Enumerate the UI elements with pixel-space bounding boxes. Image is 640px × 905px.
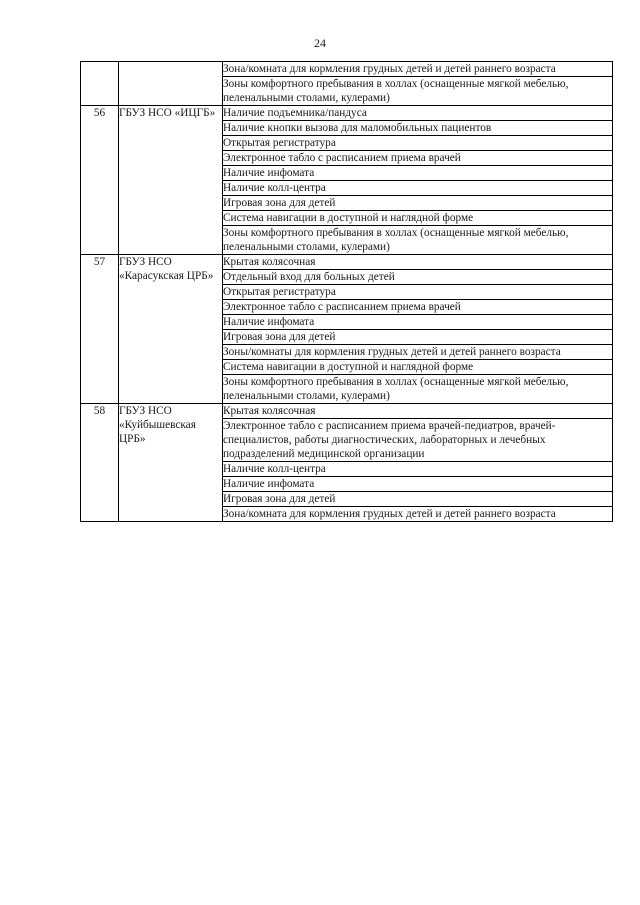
facility-item-cell (223, 106, 613, 121)
facility-item-text: Наличие инфомата (223, 167, 315, 179)
organization-name: ГБУЗ НСО «Куйбышевская ЦРБ» (119, 404, 223, 522)
facility-item-text: Электронное табло с расписанием приема врачей (223, 152, 461, 164)
facility-item-cell (223, 211, 613, 226)
facility-item-cell (223, 330, 613, 345)
table-body (81, 62, 613, 522)
facility-item-cell (223, 492, 613, 507)
table-row (81, 62, 613, 77)
facility-item-cell (223, 375, 613, 404)
facility-item-text: Наличие инфомата (223, 478, 315, 490)
page-number: 24 (314, 36, 326, 50)
facility-item-cell (223, 77, 613, 106)
facility-item-text: Система навигации в доступной и наглядной форме (223, 361, 474, 373)
facility-item-cell (223, 196, 613, 211)
facility-item-text: Зоны комфортного пребывания в холлах (оснащенные мягкой мебелью, пеленальными столами, кулерами) (223, 376, 569, 402)
organization-name: ГБУЗ НСО «ИЦГБ» (119, 106, 223, 255)
facility-item-text: Крытая колясочная (223, 256, 316, 268)
facility-item-cell (223, 62, 613, 77)
facility-item-cell (223, 462, 613, 477)
facility-item-text: Наличие инфомата (223, 316, 315, 328)
facility-item-cell (223, 255, 613, 270)
facility-item-cell (223, 136, 613, 151)
facility-item-cell (223, 345, 613, 360)
facility-item-text: Открытая регистратура (223, 286, 336, 298)
table-row (81, 106, 613, 121)
facility-item-cell (223, 226, 613, 255)
table-row (81, 404, 613, 419)
facility-item-text: Наличие колл-центра (223, 182, 326, 194)
facility-item-text: Зоны комфортного пребывания в холлах (оснащенные мягкой мебелью, пеленальными столами, кулерами) (223, 78, 569, 104)
facility-item-text: Зона/комната для кормления грудных детей и детей раннего возраста (223, 508, 556, 520)
facility-item-text: Наличие кнопки вызова для маломобильных пациентов (223, 122, 492, 134)
facility-item-cell (223, 507, 613, 522)
facility-item-text: Зона/комната для кормления грудных детей и детей раннего возраста (223, 63, 556, 75)
row-number (81, 62, 119, 106)
organization-name (119, 62, 223, 106)
facility-item-text: Система навигации в доступной и наглядной форме (223, 212, 474, 224)
facility-item-cell (223, 315, 613, 330)
facility-item-text: Отдельный вход для больных детей (223, 271, 395, 283)
row-number: 58 (81, 404, 119, 522)
facility-item-text: Открытая регистратура (223, 137, 336, 149)
facility-item-text: Зоны комфортного пребывания в холлах (оснащенные мягкой мебелью, пеленальными столами, кулерами) (223, 227, 569, 253)
facility-item-cell (223, 285, 613, 300)
facility-item-text: Электронное табло с расписанием приема врачей-педиатров, врачей-специалистов, работы диагностических, лабораторных и лечебных подразделений медицинской организации (223, 420, 556, 460)
facility-item-cell (223, 121, 613, 136)
facility-item-text: Игровая зона для детей (223, 197, 336, 209)
table-row (81, 255, 613, 270)
facility-item-text: Игровая зона для детей (223, 331, 336, 343)
facility-item-cell (223, 151, 613, 166)
facility-item-text: Электронное табло с расписанием приема врачей (223, 301, 461, 313)
facility-item-cell (223, 419, 613, 462)
facility-item-cell (223, 181, 613, 196)
row-number: 56 (81, 106, 119, 255)
facility-item-cell (223, 300, 613, 315)
facility-item-text: Наличие подъемника/пандуса (223, 107, 367, 119)
facility-item-cell (223, 404, 613, 419)
facility-item-text: Крытая колясочная (223, 405, 316, 417)
facility-item-cell (223, 360, 613, 375)
facility-item-cell (223, 477, 613, 492)
organization-name: ГБУЗ НСО «Карасукская ЦРБ» (119, 255, 223, 404)
facility-item-text: Игровая зона для детей (223, 493, 336, 505)
facility-item-cell (223, 166, 613, 181)
row-number: 57 (81, 255, 119, 404)
facilities-table (80, 61, 613, 522)
facility-item-text: Зоны/комнаты для кормления грудных детей и детей раннего возраста (223, 346, 561, 358)
facility-item-text: Наличие колл-центра (223, 463, 326, 475)
facility-item-cell (223, 270, 613, 285)
